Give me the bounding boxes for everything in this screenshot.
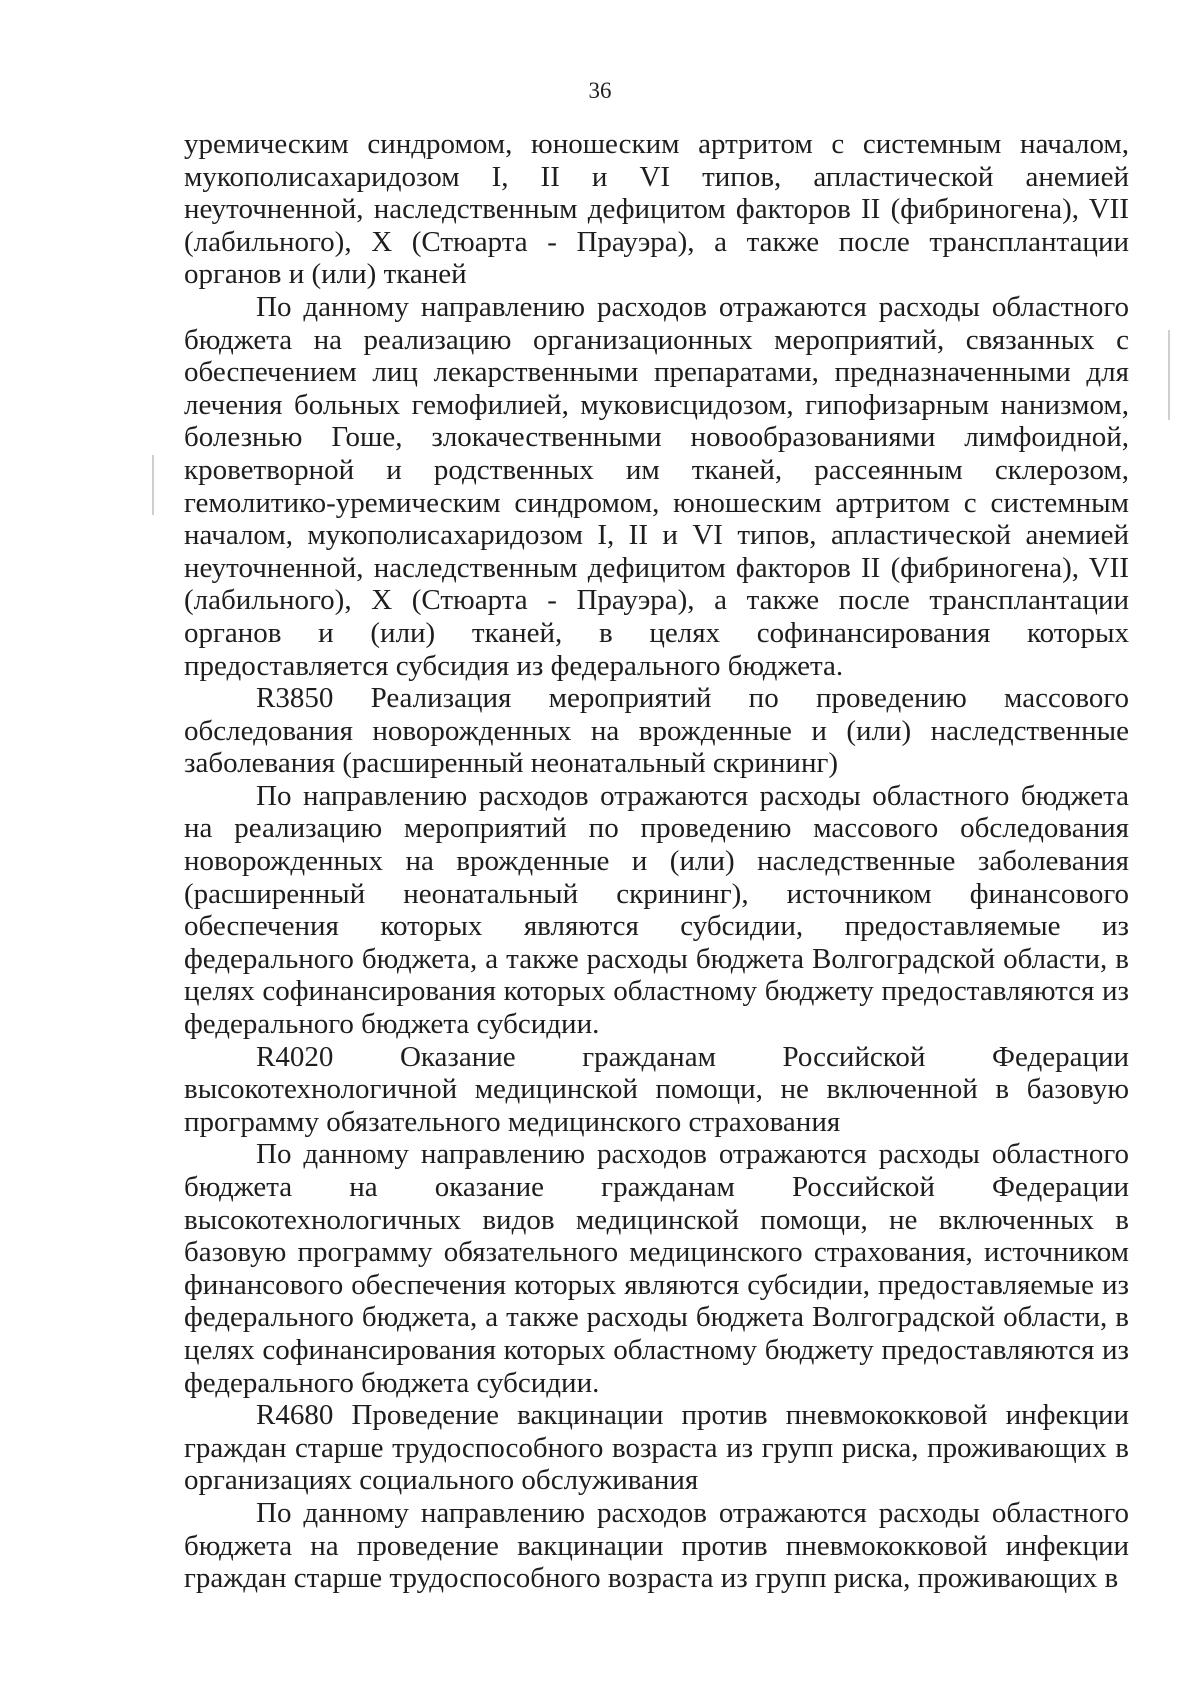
paragraph-r3850-description: По направлению расходов отражаются расходы областного бюджета на реализацию мероприятий по проведению массового обследования новорожденных на врожденные и (или) наследственные заболевания (расширенный неонатальный скрининг), источником финансового обеспечения которых являются субсидии, предоставляемые из федерального бюджета, а также расходы бюджета Волгоградской области, в целях софинансирования которых областному бюджету предоставляются из федерального бюджета субсидии. [184,779,1129,1041]
paragraph-r4020-description: По данному направлению расходов отражаются расходы областного бюджета на оказание гражданам Российской Федерации высокотехнологичных видов медицинской помощи, не включенных в базовую программу обязательного медицинского страхования, источником финансового обеспечения которых являются субсидии, предоставляемые из федерального бюджета, а также расходы бюджета Волгоградской области, в целях софинансирования которых областному бюджету предоставляются из федерального бюджета субсидии. [184,1138,1129,1399]
scan-margin-mark [152,455,154,515]
paragraph-continuation: уремическим синдромом, юношеским артритом с системным началом, мукополисахаридозом I, II и VI типов, апластической анемией неуточненной, наследственным дефицитом факторов II (фибриногена), VII (лабильного), X (Стюарта - Прауэра), а также после трансплантации органов и (или) тканей [184,128,1129,291]
paragraph-r4680-description: По данному направлению расходов отражаются расходы областного бюджета на проведение вакцинации против пневмококковой инфекции граждан старше трудоспособного возраста из групп риска, проживающих в [184,1496,1129,1595]
document-body [184,128,1129,1595]
scan-margin-mark [1168,330,1170,420]
paragraph-code-r3850: R3850 Реализация мероприятий по проведению массового обследования новорожденных на врожденные и (или) наследственные заболевания (расширенный неонатальный скрининг) [184,682,1129,780]
paragraph-code-r4680: R4680 Проведение вакцинации против пневмококковой инфекции граждан старше трудоспособного возраста из групп риска, проживающих в организациях социального обслуживания [184,1399,1129,1497]
paragraph-code-r4020: R4020 Оказание гражданам Российской Федерации высокотехнологичной медицинской помощи, не включенной в базовую программу обязательного медицинского страхования [184,1040,1129,1138]
paragraph-expense-description: По данному направлению расходов отражаются расходы областного бюджета на реализацию организационных мероприятий, связанных с обеспечением лиц лекарственными препаратами, предназначенными для лечения больных гемофилией, муковисцидозом, гипофизарным нанизмом, болезнью Гоше, злокачественными новообразованиями лимфоидной, кроветворной и родственных им тканей, рассеянным склерозом, гемолитико-уремическим синдромом, юношеским артритом с системным началом, мукополисахаридозом I, II и VI типов, апластической анемией неуточненной, наследственным дефицитом факторов II (фибриногена), VII (лабильного), X (Стюарта - Прауэра), а также после трансплантации органов и (или) тканей, в целях софинансирования которых предоставляется субсидия из федерального бюджета. [184,290,1129,682]
page-number: 36 [588,78,612,103]
